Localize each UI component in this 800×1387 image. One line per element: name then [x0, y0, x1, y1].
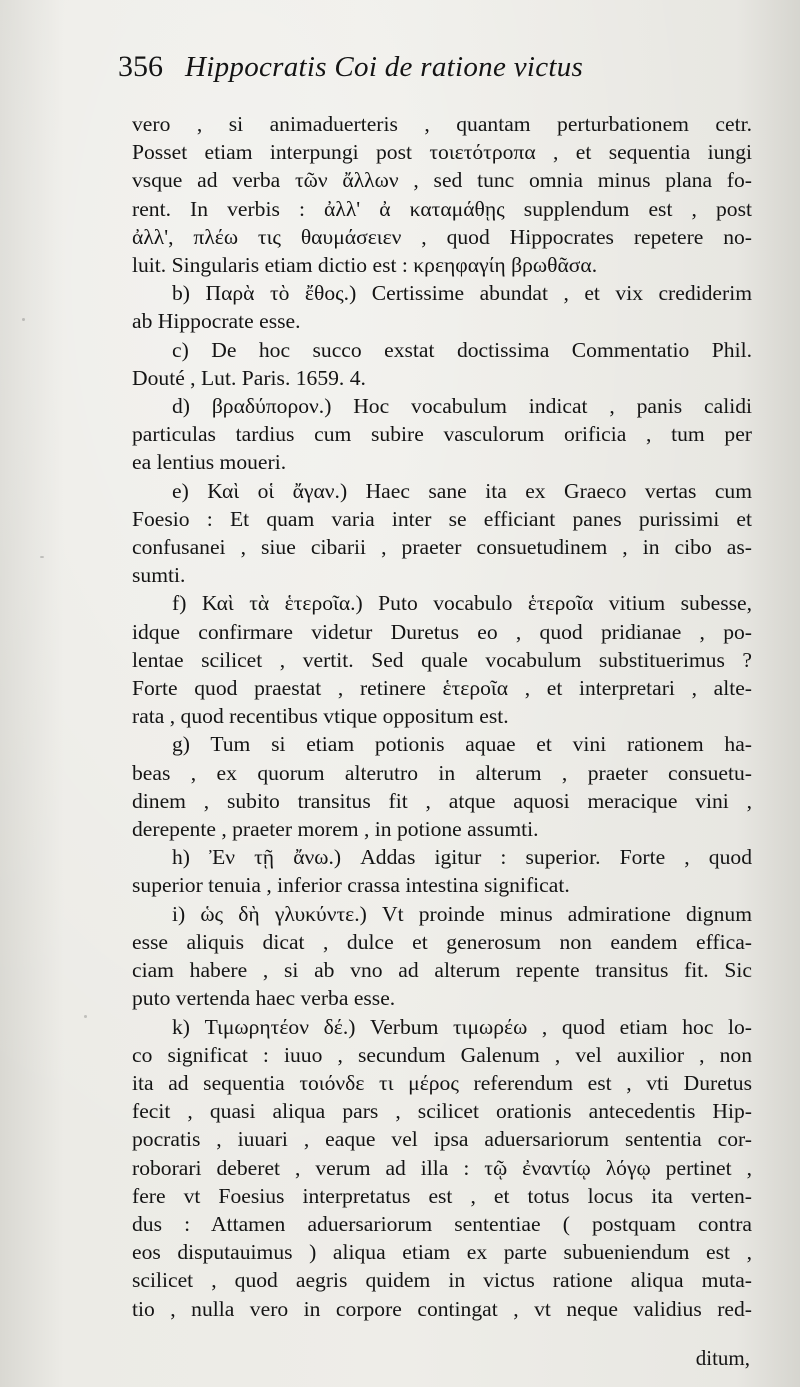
text-line: sumti. — [132, 563, 186, 588]
footnote-k-line: k) Τιμωρητέον δέ.) Verbum τιμωρέω , quod etiam hoc lo- — [172, 1014, 752, 1039]
footnote-c-line: c) De hoc succo exstat doctissima Commentatio Phil. — [172, 337, 752, 362]
text-line: Posset etiam interpungi post τοιετότροπα , et sequentia iungi — [132, 140, 752, 165]
catchword: ditum, — [695, 1346, 750, 1370]
text-line: ciam habere , si ab vno ad alterum repente transitus fit. Sic — [132, 958, 752, 983]
text-line: derepente , praeter morem , in potione assumti. — [132, 817, 539, 842]
text-line: fere vt Foesius interpretatus est , et totus locus ita verten- — [132, 1183, 752, 1208]
text-line: ita ad sequentia τοιόνδε τι μέρος referendum est , vti Duretus — [132, 1070, 752, 1095]
text-line: confusanei , siue cibarii , praeter consuetudinem , in cibo as- — [132, 535, 752, 560]
text-line: dinem , subito transitus fit , atque aquosi meracique vini , — [132, 788, 752, 813]
page-number: 356 — [118, 50, 163, 83]
footnotes-text — [132, 110, 752, 1323]
footnote-e-line: e) Καὶ οἱ ἄγαν.) Haec sane ita ex Graeco vertas cum — [172, 478, 752, 503]
text-line: co significat : iuuo , secundum Galenum , vel auxilior , non — [132, 1042, 752, 1067]
text-line: vsque ad verba τῶν ἄλλων , sed tunc omnia minus plana fo- — [132, 168, 752, 193]
text-line: esse aliquis dicat , dulce et generosum non eandem effica- — [132, 929, 752, 954]
text-line: superior tenuia , inferior crassa intestina significat. — [132, 873, 570, 898]
paper-speck — [40, 556, 44, 558]
text-line: ea lentius moueri. — [132, 450, 287, 475]
footnote-b-line: b) Παρὰ τὸ ἔθος.) Certissime abundat , et vix crediderim — [172, 281, 752, 306]
text-line: Foesio : Et quam varia inter se efficiant panes purissimi et — [132, 506, 752, 531]
text-line: particulas tardius cum subire vasculorum orificia , tum per — [132, 422, 752, 447]
footnote-d-line: d) βραδύπορον.) Hoc vocabulum indicat , panis calidi — [172, 394, 752, 419]
footnote-h-line: h) Ἐν τῇ ἄνω.) Addas igitur : superior. Forte , quod — [172, 845, 752, 870]
text-line: ab Hippocrate esse. — [132, 309, 301, 334]
text-line: eos disputauimus ) aliqua etiam ex parte subueniendum est , — [132, 1240, 752, 1265]
footnote-g-line: g) Tum si etiam potionis aquae et vini rationem ha- — [172, 732, 752, 757]
text-line: scilicet , quod aegris quidem in victus ratione aliqua muta- — [132, 1268, 752, 1293]
text-line: vero , si animaduerteris , quantam perturbationem cetr. — [132, 112, 752, 136]
running-title: Hippocratis Coi de ratione victus — [185, 51, 584, 83]
footnote-i-line: i) ὡς δὴ γλυκύντε.) Vt proinde minus admiratione dignum — [172, 901, 752, 926]
text-line: rent. In verbis : ἀλλ' ἀ καταμάθῃς supplendum est , post — [132, 196, 752, 221]
text-line: ἀλλ', πλέω τις θαυμάσειεν , quod Hippocrates repetere no- — [132, 224, 752, 249]
text-line: lentae scilicet , vertit. Sed quale vocabulum substituerimus ? — [132, 647, 752, 672]
text-line: luit. Singularis etiam dictio est : κρεηφαγίη βρωθᾶσα. — [132, 253, 598, 278]
text-line: puto vertenda haec verba esse. — [132, 986, 396, 1011]
text-line: fecit , quasi aliqua pars , scilicet orationis antecedentis Hip- — [132, 1099, 752, 1124]
paper-speck — [84, 1015, 87, 1018]
text-line: Forte quod praestat , retinere ἑτεροῖα , et interpretari , alte- — [132, 676, 752, 701]
text-line: dus : Attamen aduersariorum sententiae ( postquam contra — [132, 1211, 752, 1236]
text-line: roborari deberet , verum ad illa : τῷ ἐναντίῳ λόγῳ pertinet , — [132, 1155, 752, 1180]
running-header — [118, 50, 758, 102]
text-line: tio , nulla vero in corpore contingat , vt neque validius red- — [132, 1296, 752, 1321]
paper-speck — [22, 318, 25, 321]
text-line: Douté , Lut. Paris. 1659. 4. — [132, 365, 366, 390]
footnote-f-line: f) Καὶ τὰ ἑτεροῖα.) Puto vocabulo ἑτεροῖα vitium subesse, — [172, 591, 752, 616]
text-line: pocratis , iuuari , eaque vel ipsa aduersariorum sententia cor- — [132, 1127, 752, 1152]
text-line: rata , quod recentibus vtique oppositum est. — [132, 704, 509, 729]
text-line: beas , ex quorum alterutro in alterum , praeter consuetu- — [132, 760, 752, 785]
text-line: idque confirmare videtur Duretus eo , quod pridianae , po- — [132, 619, 752, 644]
